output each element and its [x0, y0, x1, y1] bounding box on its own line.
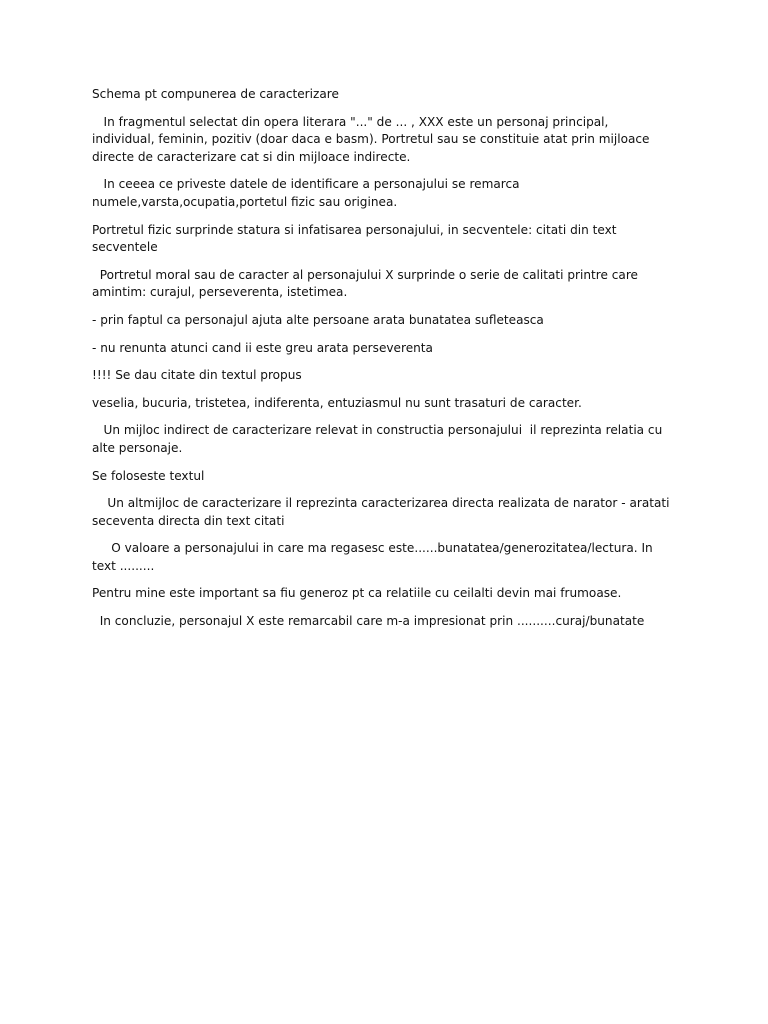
document-title: Schema pt compunerea de caracterizare: [92, 87, 339, 101]
paragraph-direct-means: Un altmijloc de caracterizare il reprezinta caracterizarea directa realizata de narator - aratati seceventa directa din text citati: [92, 496, 674, 528]
paragraph-bullet-perseverance: - nu renunta atunci cand ii este greu arata perseverenta: [92, 340, 433, 355]
paragraph-identification: In ceeea ce priveste datele de identificare a personajului se remarca numele,varsta,ocupatia,portetul fizic sau originea.: [92, 177, 524, 209]
document-page: [92, 86, 672, 641]
paragraph-bullet-kindness: - prin faptul ca personajul ajuta alte persoane arata bunatatea sufleteasca: [92, 312, 544, 327]
paragraph-importance: Pentru mine este important sa fiu generoz pt ca relatiile cu ceilalti devin mai frumoase.: [92, 586, 622, 601]
paragraph-personal-value: O valoare a personajului in care ma regasesc este......bunatatea/generozitatea/lectura. In text .........: [92, 541, 657, 573]
paragraph-not-traits: veselia, bucuria, tristetea, indiferenta, entuziasmul nu sunt trasaturi de caracter.: [92, 395, 582, 410]
paragraph-intro: In fragmentul selectat din opera literara "..." de ... , XXX este un personaj principal, individual, feminin, pozitiv (doar daca e basm). Portretul sau se constituie atat prin mijloace directe de caracterizare cat si din mijloace indirecte.: [92, 114, 654, 164]
paragraph-conclusion: In concluzie, personajul X este remarcabil care m-a impresionat prin ..........curaj/bunatate: [92, 614, 645, 629]
paragraph-moral-portrait: Portretul moral sau de caracter al personajului X surprinde o serie de calitati printre care amintim: curajul, perseverenta, istetimea.: [92, 267, 642, 300]
paragraph-quotes-note: !!!! Se dau citate din textul propus: [92, 368, 302, 383]
paragraph-use-text: Se foloseste textul: [92, 468, 205, 483]
paragraph-physical-portrait: Portretul fizic surprinde statura si infatisarea personajului, in secventele: citati din text secventele: [92, 222, 621, 255]
paragraph-indirect-means: Un mijloc indirect de caracterizare relevat in constructia personajului il reprezinta relatia cu alte personaje.: [92, 423, 667, 455]
